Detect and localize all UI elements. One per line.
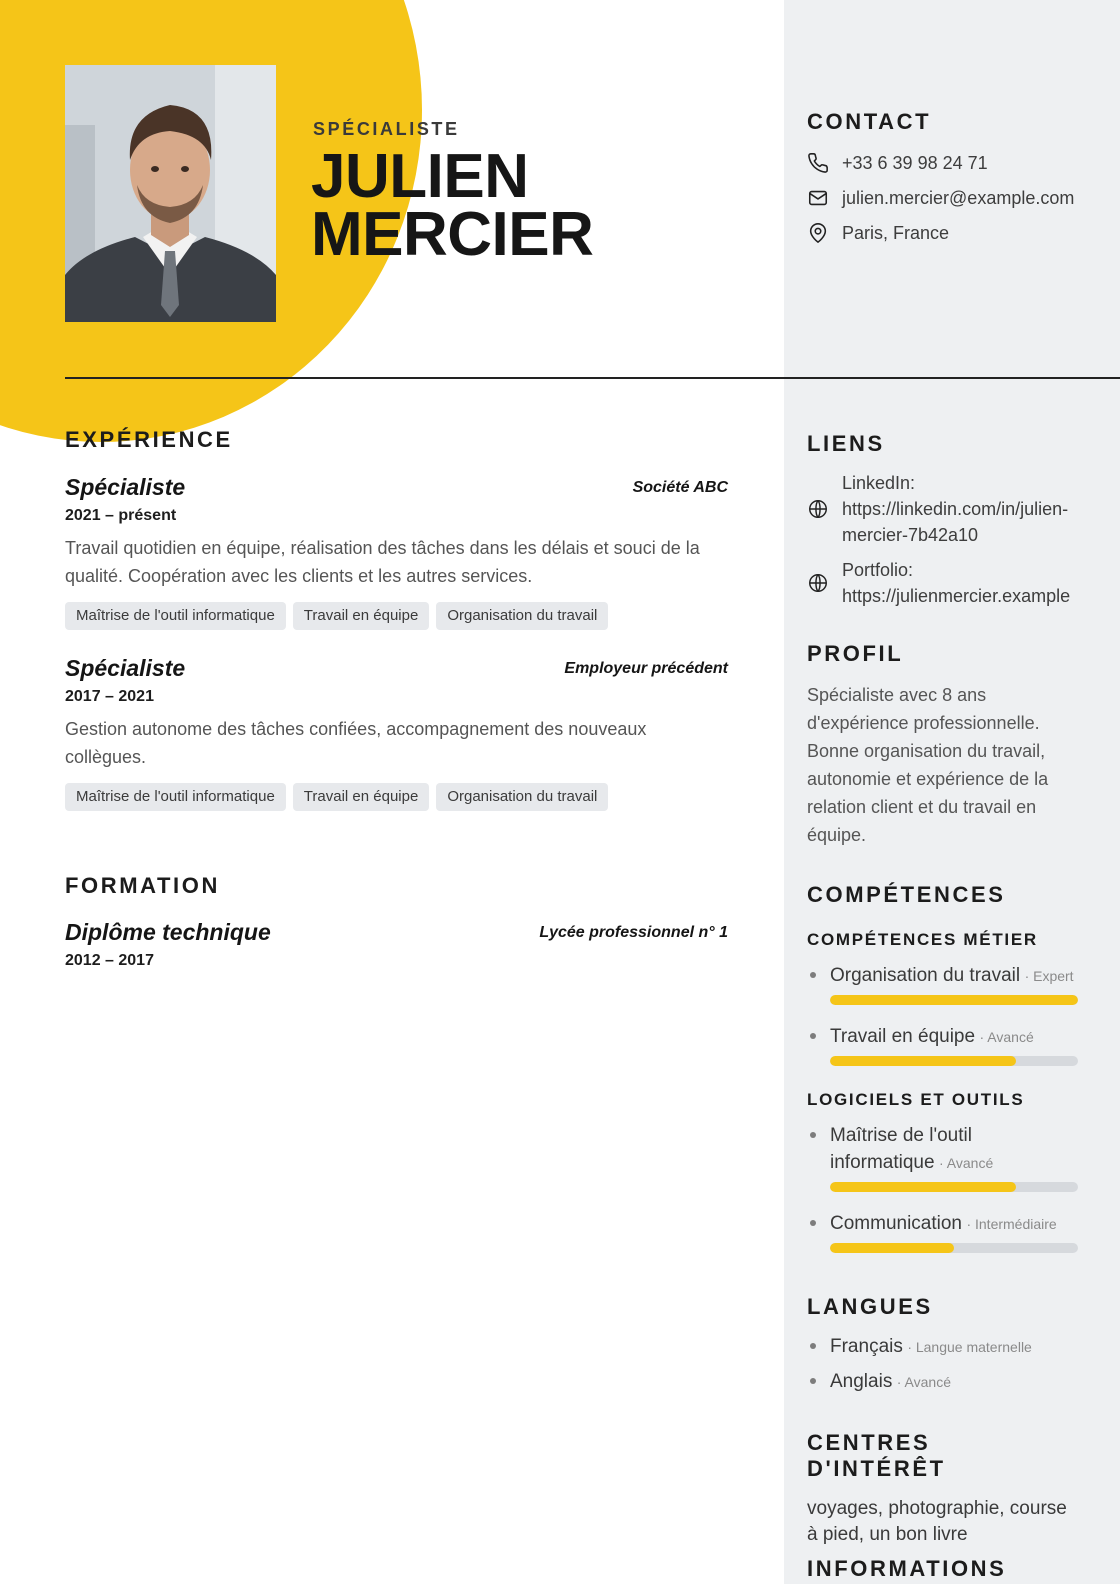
phone-text: +33 6 39 98 24 71 — [842, 152, 988, 173]
job-company: Société ABC — [632, 479, 728, 496]
job-title: Spécialiste — [65, 655, 186, 681]
education-heading: FORMATION — [65, 873, 220, 898]
job-subtitle: SPÉCIALISTE — [313, 119, 460, 139]
skill-bar-fill — [830, 995, 1078, 1005]
language-level: · Langue maternelle — [907, 1339, 1032, 1355]
skill-bar — [830, 1243, 1078, 1253]
skill-name: Organisation du travail — [830, 965, 1021, 986]
skill-item — [807, 1122, 1007, 1192]
contact-phone[interactable] — [807, 152, 1087, 174]
mail-icon — [807, 187, 829, 209]
skill-level: · Intermédiaire — [966, 1216, 1057, 1232]
job-title: Spécialiste — [65, 474, 186, 500]
degree-title: Diplôme technique — [65, 919, 271, 945]
job-dates: 2017 – 2021 — [65, 688, 154, 705]
skill-tag: Organisation du travail — [436, 602, 608, 630]
skill-bar — [830, 995, 1078, 1005]
languages-section — [807, 1294, 1087, 1395]
linkedin-link[interactable] — [807, 470, 1087, 548]
candidate-name — [311, 142, 594, 269]
skill-bar — [830, 1056, 1078, 1066]
phone-icon — [807, 152, 829, 174]
job-entry — [65, 655, 728, 811]
skills-group-heading: LOGICIELS ET OUTILS — [807, 1090, 1025, 1109]
skills-heading: COMPÉTENCES — [807, 882, 1006, 907]
info-heading: INFORMATIONS — [807, 1556, 1007, 1581]
education-section — [65, 873, 728, 970]
language-level: · Avancé — [896, 1374, 952, 1390]
skill-level: · Avancé — [979, 1029, 1034, 1045]
language-name: Français — [830, 1336, 903, 1357]
skill-tag: Maîtrise de l'outil informatique — [65, 602, 286, 630]
globe-icon — [807, 572, 829, 594]
job-description: Travail quotidien en équipe, réalisation des tâches dans les délais et souci de la qualité. Coopération avec les clients et les autres services. — [65, 538, 700, 586]
map-pin-icon — [807, 222, 829, 244]
languages-heading: LANGUES — [807, 1294, 933, 1319]
profile-photo — [65, 65, 276, 322]
experience-heading: EXPÉRIENCE — [65, 427, 233, 452]
profile-heading: PROFIL — [807, 641, 904, 666]
first-name: JULIEN — [311, 142, 529, 211]
skill-name: Communication — [830, 1213, 962, 1234]
job-company: Employeur précédent — [564, 660, 728, 677]
job-tags — [65, 783, 728, 811]
portfolio-link[interactable] — [807, 557, 1087, 609]
skill-bar-fill — [830, 1056, 1016, 1066]
linkedin-url: https://linkedin.com/in/julien- — [842, 499, 1069, 519]
links-section — [807, 431, 1087, 618]
language-name: Anglais — [830, 1371, 893, 1392]
language-item — [807, 1333, 1087, 1360]
job-dates: 2021 – présent — [65, 507, 177, 524]
profile-section — [807, 641, 1072, 849]
portfolio-url: https://julienmercier.example — [842, 586, 1071, 606]
location-text: Paris, France — [842, 222, 950, 243]
links-heading: LIENS — [807, 431, 885, 456]
header-divider — [65, 377, 1120, 379]
globe-icon — [807, 498, 829, 520]
skill-bar — [830, 1182, 1078, 1192]
skill-tag: Organisation du travail — [436, 783, 608, 811]
skill-tag: Travail en équipe — [293, 602, 430, 630]
linkedin-label: LinkedIn: — [842, 473, 916, 493]
skill-item — [807, 1210, 1087, 1253]
skills-group-heading: COMPÉTENCES MÉTIER — [807, 930, 1038, 949]
skill-name: Travail en équipe — [830, 1026, 976, 1047]
education-dates: 2012 – 2017 — [65, 952, 154, 969]
skill-name: Maîtrise de l'outil informatique — [830, 1125, 972, 1173]
skill-tag: Maîtrise de l'outil informatique — [65, 783, 286, 811]
contact-section — [807, 109, 1087, 257]
interests-heading: CENTRES D'INTÉRÊT — [807, 1430, 946, 1481]
email-text: julien.mercier@example.com — [842, 187, 1075, 208]
skill-bar-fill — [830, 1182, 1016, 1192]
skill-item — [807, 962, 1087, 1005]
skill-bar-fill — [830, 1243, 954, 1253]
job-tags — [65, 602, 728, 630]
interests-section — [807, 1430, 1077, 1548]
interests-text: voyages, photographie, course à pied, un bon livre — [807, 1498, 1067, 1545]
contact-location — [807, 222, 1087, 244]
job-entry — [65, 474, 728, 630]
last-name: MERCIER — [311, 200, 594, 269]
skill-level: · Expert — [1024, 968, 1074, 984]
language-item — [807, 1368, 1087, 1395]
contact-heading: CONTACT — [807, 109, 932, 134]
skill-level: · Avancé — [939, 1155, 994, 1171]
experience-section — [65, 427, 728, 811]
school-name: Lycée professionnel n° 1 — [539, 924, 728, 941]
skill-item — [807, 1023, 1087, 1066]
skills-section — [807, 882, 1087, 1253]
job-description: Gestion autonome des tâches confiées, accompagnement des nouveaux collègues. — [65, 719, 647, 767]
portfolio-label: Portfolio: — [842, 560, 914, 580]
profile-text: Spécialiste avec 8 ans d'expérience professionnelle. Bonne organisation du travail, autonomie et expérience de la relation client et du travail en équipe. — [807, 685, 1049, 845]
education-entry — [65, 919, 728, 970]
skill-tag: Travail en équipe — [293, 783, 430, 811]
info-section — [807, 1556, 1087, 1582]
linkedin-url-cont: mercier-7b42a10 — [842, 525, 979, 545]
contact-email[interactable] — [807, 187, 1087, 209]
